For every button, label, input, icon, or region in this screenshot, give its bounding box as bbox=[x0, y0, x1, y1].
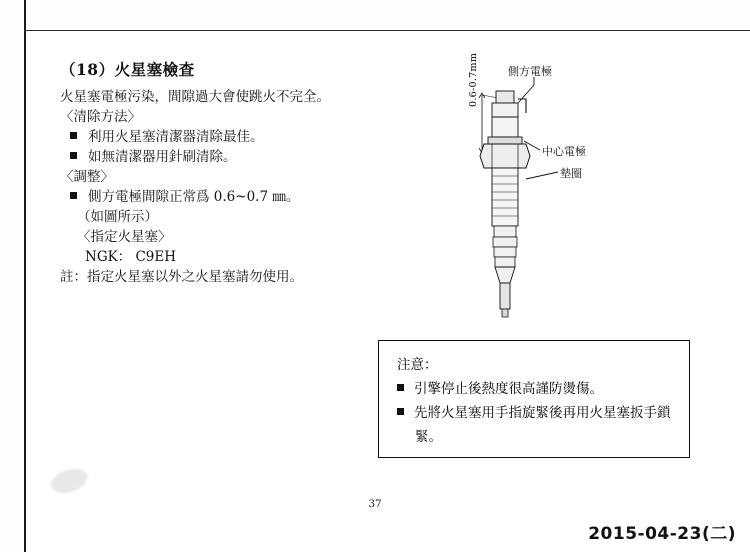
cleaning-item-1 bbox=[60, 127, 410, 147]
notice-box bbox=[378, 340, 690, 458]
usage-note: 註：指定火星塞以外之火星塞請勿使用。 bbox=[60, 269, 303, 285]
adjust-title: 〈調整〉 bbox=[60, 169, 114, 185]
page-number: 37 bbox=[368, 498, 382, 510]
cleaning-item-2 bbox=[60, 147, 410, 167]
bullet-square-icon bbox=[397, 408, 404, 415]
spark-plug-figure bbox=[430, 52, 710, 325]
label-washer: 墊圈 bbox=[560, 167, 582, 180]
notice-item-1-label: 引擎停止後熱度很高謹防燙傷。 bbox=[414, 381, 603, 397]
notice-item-2-continuation: 緊。 bbox=[415, 429, 442, 445]
notice-item-1 bbox=[397, 379, 603, 399]
section-heading: （18）火星塞檢查 bbox=[60, 60, 195, 79]
cleaning-title: 〈清除方法〉 bbox=[60, 109, 141, 125]
page-top-edge bbox=[24, 30, 750, 31]
adjust-item-1 bbox=[60, 187, 410, 207]
spec-title: 〈指定火星塞〉 bbox=[77, 229, 172, 245]
label-center-electrode: 中心電極 bbox=[542, 145, 586, 158]
page-left-edge bbox=[24, 0, 26, 552]
notice-item-2 bbox=[397, 403, 671, 423]
bullet-square-icon bbox=[70, 192, 77, 199]
scan-timestamp: 2015-04-23(二) bbox=[588, 524, 736, 544]
notice-item-2-label: 先將火星塞用手指旋緊後再用火星塞扳手鎖 bbox=[414, 405, 671, 421]
section-intro: 火星塞電極污染，間隙過大會使跳火不完全。 bbox=[60, 89, 330, 105]
spec-value: NGK： C9EH bbox=[85, 249, 177, 265]
bullet-square-icon bbox=[397, 384, 404, 391]
bullet-square-icon bbox=[70, 132, 77, 139]
text-column bbox=[60, 58, 410, 287]
as-shown-note: （如圖所示） bbox=[77, 209, 158, 225]
label-side-electrode: 側方電極 bbox=[508, 65, 552, 78]
gap-dimension-label: 0.6-0.7mm bbox=[468, 52, 479, 107]
cleaning-item-2-label: 如無清潔器用針刷清除。 bbox=[88, 149, 237, 165]
bullet-square-icon bbox=[70, 152, 77, 159]
adjust-item-1-label: 側方電極間隙正常爲 0.6~0.7 ㎜。 bbox=[88, 189, 300, 205]
cleaning-item-1-label: 利用火星塞清潔器清除最佳。 bbox=[88, 129, 264, 145]
notice-title: 注意： bbox=[397, 357, 438, 373]
